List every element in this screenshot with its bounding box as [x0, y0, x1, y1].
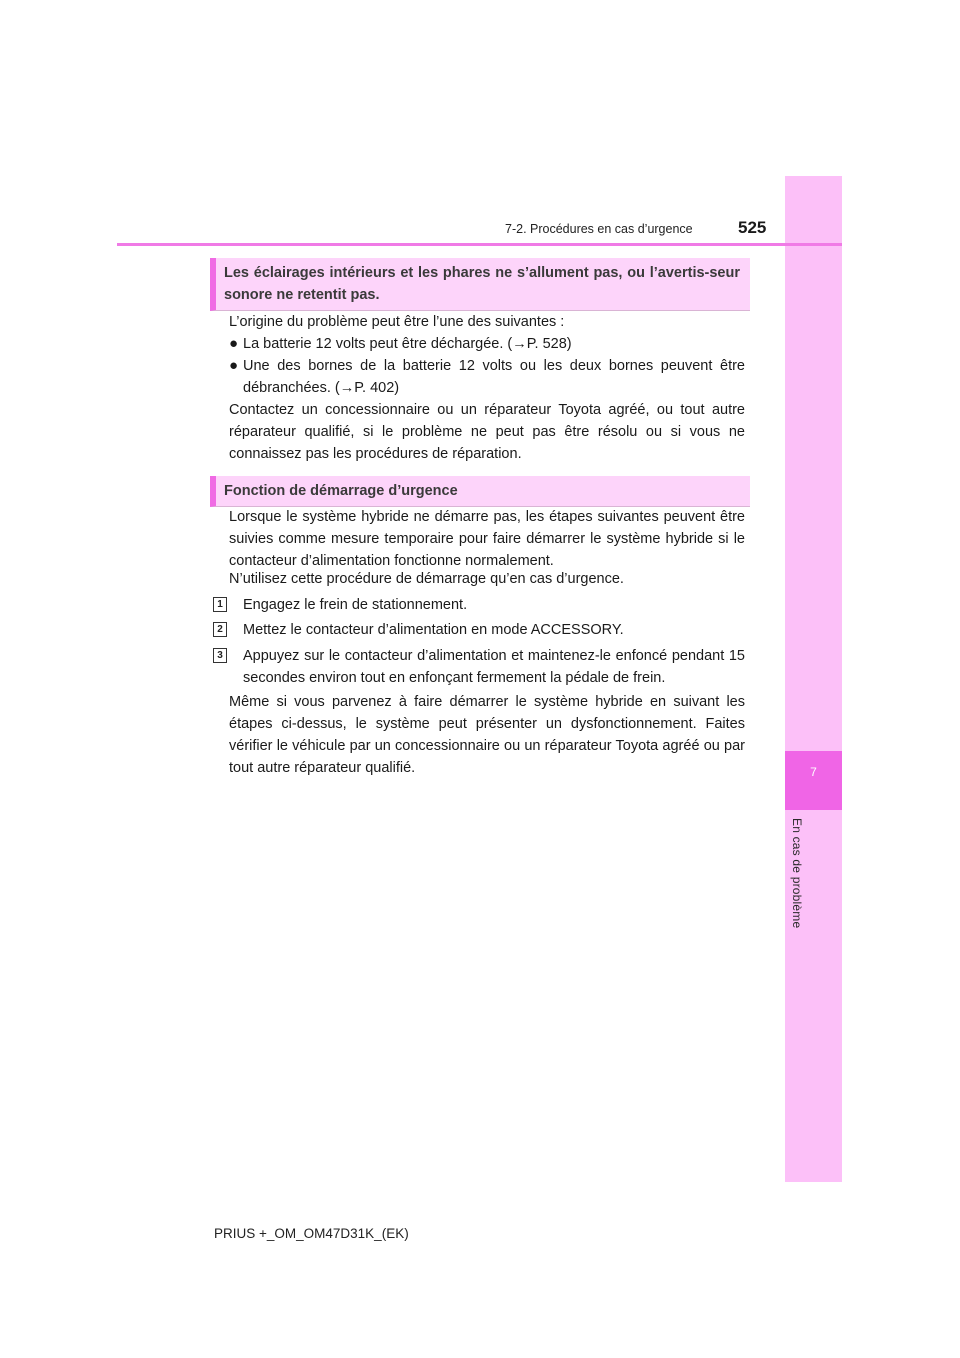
chapter-tab-label: En cas de problème [790, 818, 804, 929]
bullet-marker: ● [229, 335, 239, 352]
bullet-terminals-disconnected: Une des bornes de la batterie 12 volts ou les deux bornes peuvent être débranchées. (→P. 402) [243, 358, 745, 396]
step-number-box: 1 [213, 597, 227, 612]
header-divider [117, 243, 842, 246]
chapter-tab-marker [785, 751, 842, 810]
chapter-title: 7-2. Procédures en cas d’urgence [505, 222, 693, 236]
emergency-only-note: N’utilisez cette procédure de démarrage qu’en cas d’urgence. [229, 571, 624, 587]
page-number: 525 [738, 218, 767, 237]
step-text: Appuyez sur le contacteur d’alimentation et maintenez-le enfoncé pendant 15 secondes environ tout en enfonçant fermement la pédale de frein. [243, 648, 745, 686]
chapter-side-tab [785, 176, 842, 1182]
step-number-box: 3 [213, 648, 227, 663]
chapter-tab-number: 7 [810, 765, 817, 779]
step-text: Engagez le frein de stationnement. [243, 597, 468, 613]
bullet-battery-discharged: La batterie 12 volts peut être déchargée. (→P. 528) [243, 336, 572, 352]
contact-dealer-paragraph: Contactez un concessionnaire ou un réparateur Toyota agréé, ou tout autre réparateur qualifié, si le problème ne peut pas être résolu ou si vous ne connaissez pas les procédures de réparation. [229, 402, 745, 462]
step-text: Mettez le contacteur d’alimentation en mode ACCESSORY. [243, 622, 624, 638]
emergency-start-intro: Lorsque le système hybride ne démarre pas, les étapes suivantes peuvent être suivies comme mesure temporaire pour faire démarrer le système hybride si le contacteur d’alimentation fonctionne normalement. [229, 509, 745, 569]
document-code: PRIUS +_OM_OM47D31K_(EK) [214, 1226, 409, 1241]
causes-intro: L’origine du problème peut être l’une des suivantes : [229, 314, 565, 330]
closing-warning-paragraph: Même si vous parvenez à faire démarrer le système hybride en suivant les étapes ci-dessus, le système peut présenter un dysfonctionnement. Faites vérifier le véhicule par un concessionnaire ou un réparateur Toyota agréé ou par tout autre réparateur qualifié. [229, 694, 745, 776]
section-heading-emergency-start: Fonction de démarrage d’urgence [210, 476, 750, 507]
section-heading-lights: Les éclairages intérieurs et les phares ne s’allument pas, ou l’avertis-seur sonore ne retentit pas. [210, 258, 750, 311]
step-number-box: 2 [213, 622, 227, 637]
bullet-marker: ● [229, 357, 239, 374]
